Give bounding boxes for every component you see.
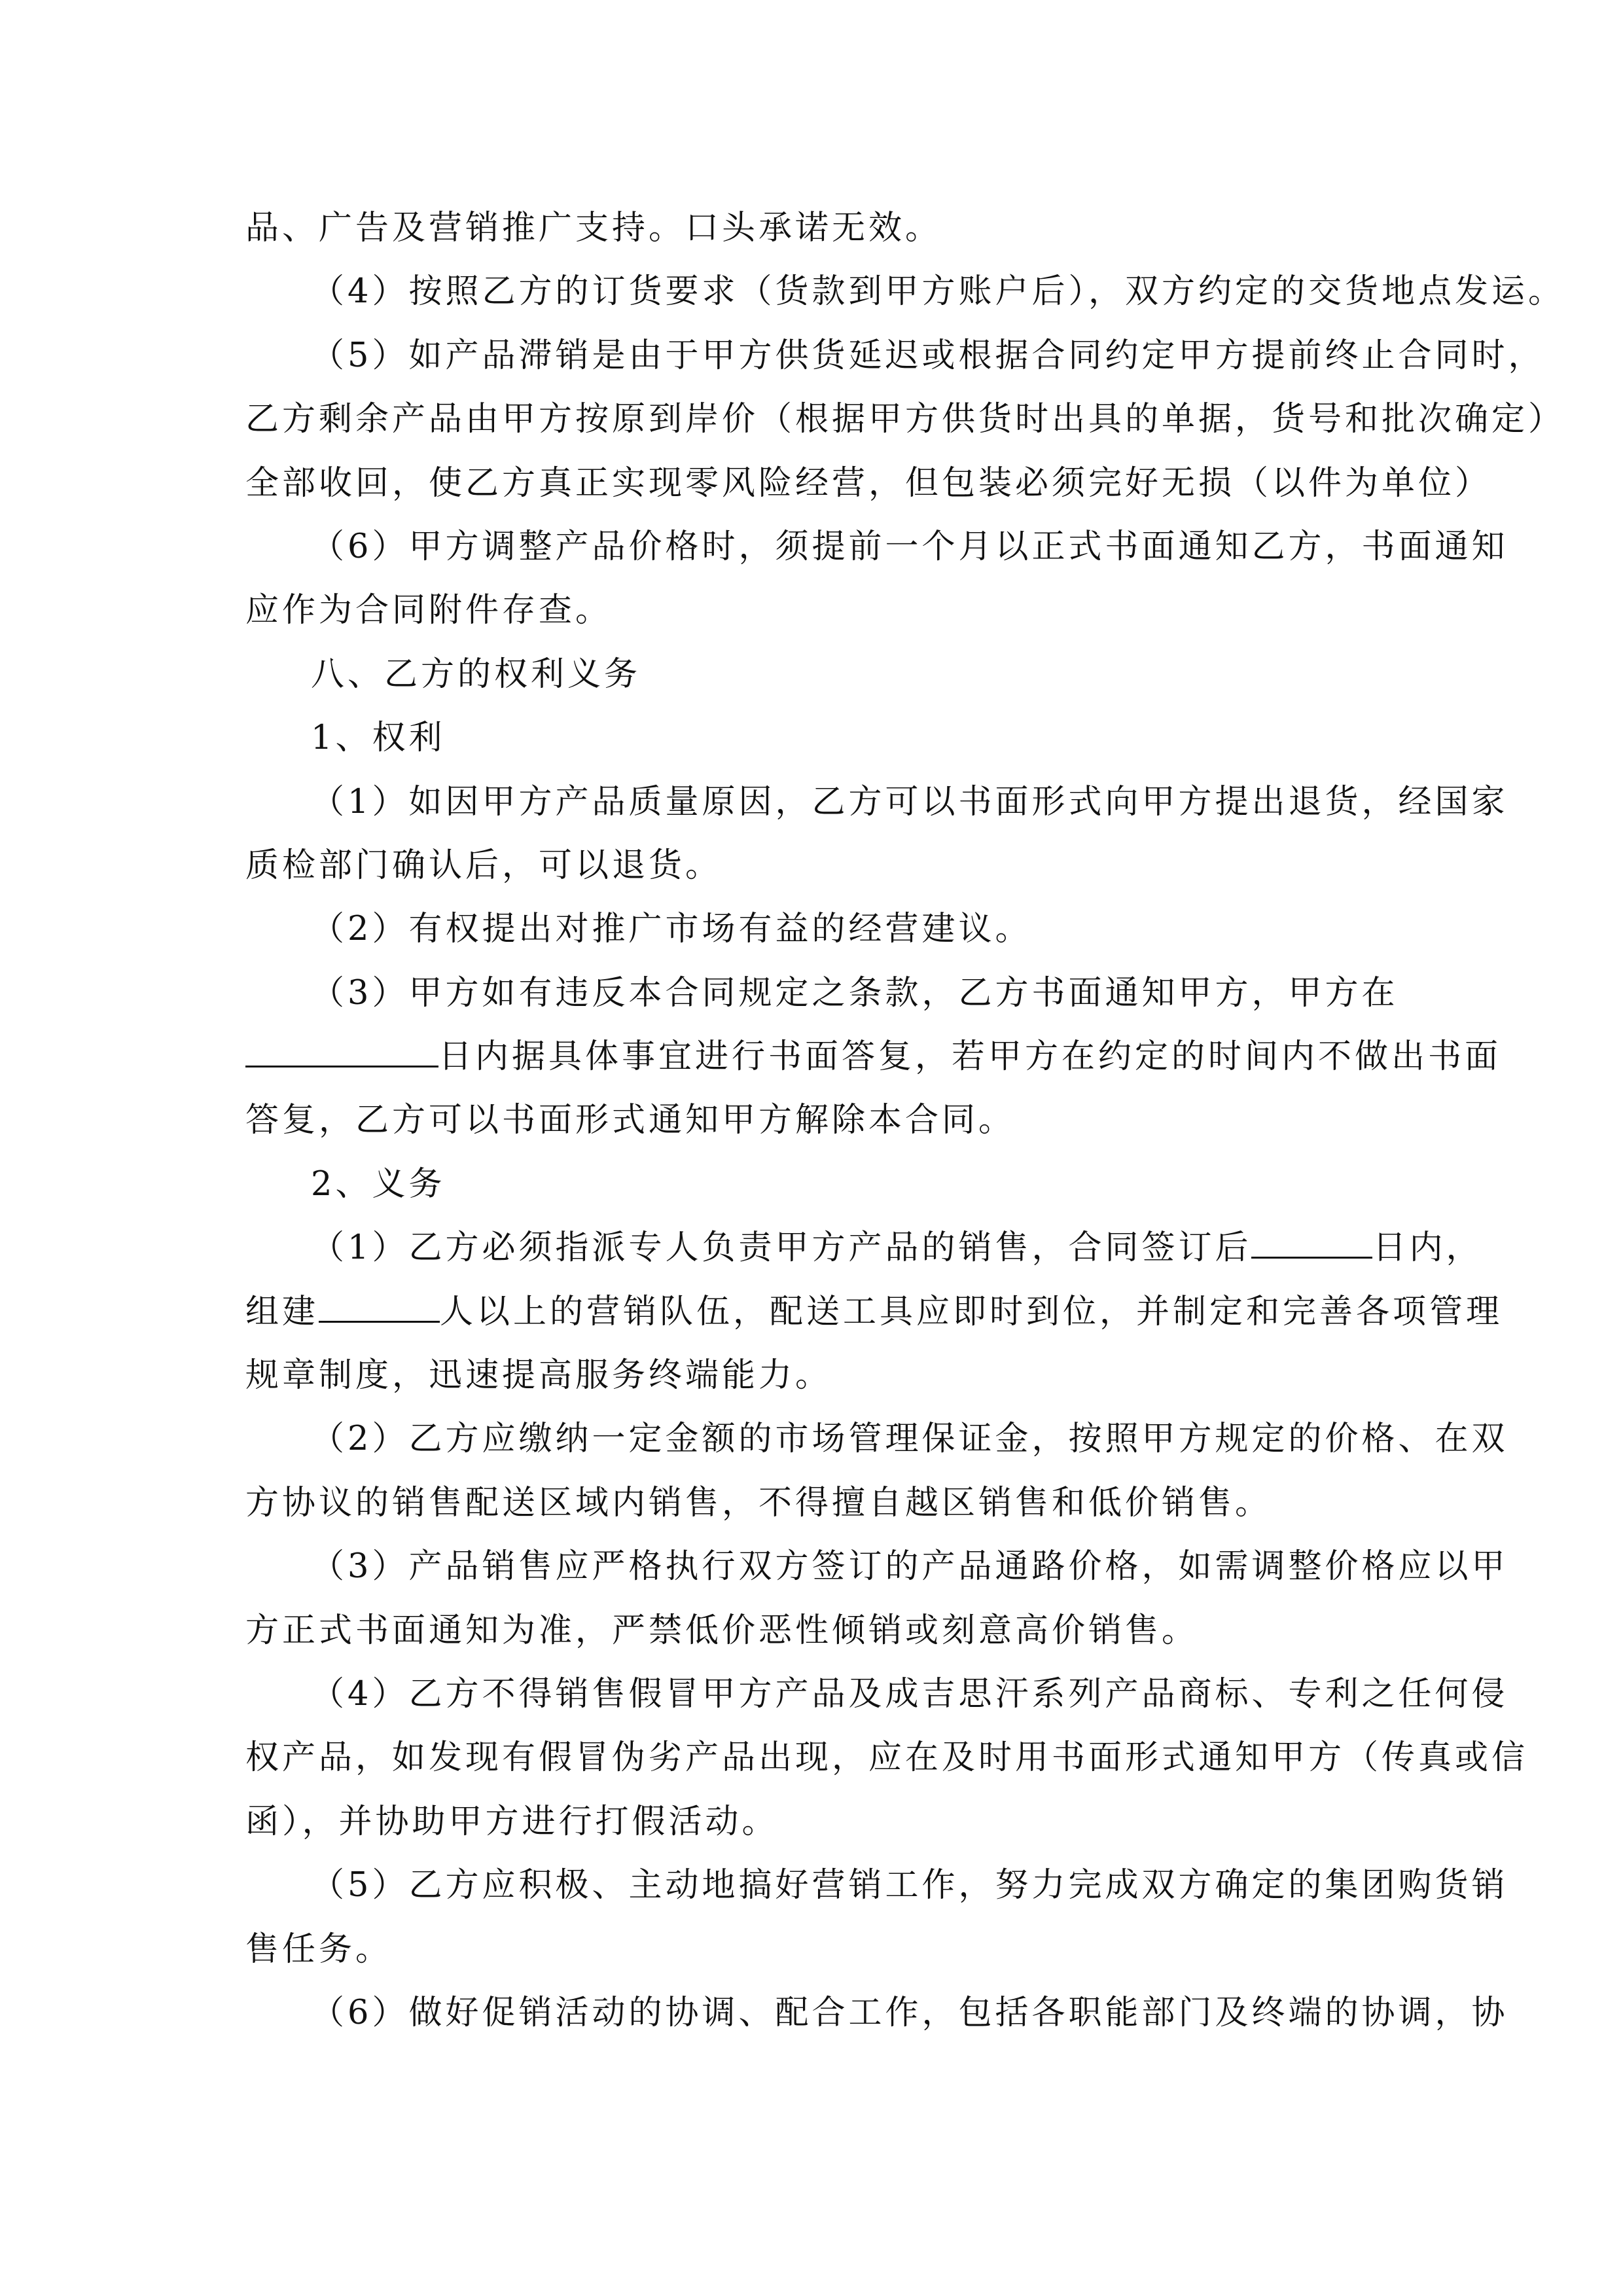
text-line: （4）按照乙方的订货要求（货款到甲方账户后），双方约定的交货地点发运。 <box>311 272 1565 312</box>
text-line: 方协议的销售配送区域内销售，不得擅自越区销售和低价销售。 <box>245 1483 1272 1522</box>
text-line: 品、广告及营销推广支持。口头承诺无效。 <box>245 209 942 247</box>
text-line-with-blank <box>245 1280 1503 1344</box>
subsection-heading: 1、权利 <box>311 719 446 758</box>
text-segment: （1）乙方必须指派专人负责甲方产品的销售，合同签订后 <box>311 1229 1252 1268</box>
text-segment: 日内， <box>1372 1229 1483 1268</box>
text-line: （2）乙方应缴纳一定金额的市场管理保证金，按照甲方规定的价格、在双 <box>311 1420 1508 1459</box>
text-segment: 日内据具体事宜进行书面答复，若甲方在约定的时间内不做出书面 <box>438 1037 1502 1077</box>
text-line-with-blank <box>245 1216 1483 1280</box>
subsection-heading: 2、义务 <box>311 1164 446 1204</box>
text-line: （5）乙方应积极、主动地搞好营销工作，努力完成双方确定的集团购货销 <box>311 1866 1508 1905</box>
text-line: （5）如产品滞销是由于甲方供货延迟或根据合同约定甲方提前终止合同时， <box>311 336 1545 375</box>
text-line: （3）产品销售应严格执行双方签订的产品通路价格，如需调整价格应以甲 <box>311 1547 1508 1587</box>
text-segment: 人以上的营销队伍，配送工具应即时到位，并制定和完善各项管理 <box>440 1292 1503 1331</box>
text-line: （6）做好促销活动的协调、配合工作，包括各职能部门及终端的协调，协 <box>311 1993 1508 2032</box>
text-line: 方正式书面通知为准，严禁低价恶性倾销或刻意高价销售。 <box>245 1611 1199 1650</box>
fill-in-blank <box>1251 1217 1372 1259</box>
text-line: （3）甲方如有违反本合同规定之条款，乙方书面通知甲方，甲方在 <box>311 973 1399 1013</box>
fill-in-blank <box>319 1282 440 1323</box>
text-line: （1）如因甲方产品质量原因，乙方可以书面形式向甲方提出退货，经国家 <box>311 782 1508 821</box>
section-heading: 八、乙方的权利义务 <box>311 655 641 694</box>
text-line: 规章制度，迅速提高服务终端能力。 <box>245 1356 832 1395</box>
text-line: （6）甲方调整产品价格时，须提前一个月以正式书面通知乙方，书面通知 <box>311 527 1508 566</box>
text-line: 函），并协助甲方进行打假活动。 <box>245 1802 779 1841</box>
text-line: 答复，乙方可以书面形式通知甲方解除本合同。 <box>245 1101 1016 1140</box>
text-line: 乙方剩余产品由甲方按原到岸价（根据甲方供货时出具的单据，货号和批次确定） <box>245 400 1565 439</box>
text-line: 应作为合同附件存查。 <box>245 591 613 630</box>
text-line: 权产品，如发现有假冒伪劣产品出现，应在及时用书面形式通知甲方（传真或信 <box>245 1738 1529 1778</box>
text-line: 全部收回，使乙方真正实现零风险经营，但包装必须完好无损（以件为单位） <box>245 463 1492 503</box>
text-line-with-blank <box>245 1025 1502 1088</box>
contract-text <box>245 196 1565 2045</box>
fill-in-blank <box>245 1026 438 1067</box>
text-line: 售任务。 <box>245 1929 393 1969</box>
text-line: （2）有权提出对推广市场有益的经营建议。 <box>311 910 1032 949</box>
text-line: （4）乙方不得销售假冒甲方产品及成吉思汗系列产品商标、专利之任何侵 <box>311 1674 1508 1713</box>
text-segment: 组建 <box>245 1292 319 1331</box>
text-line: 质检部门确认后，可以退货。 <box>245 846 722 885</box>
